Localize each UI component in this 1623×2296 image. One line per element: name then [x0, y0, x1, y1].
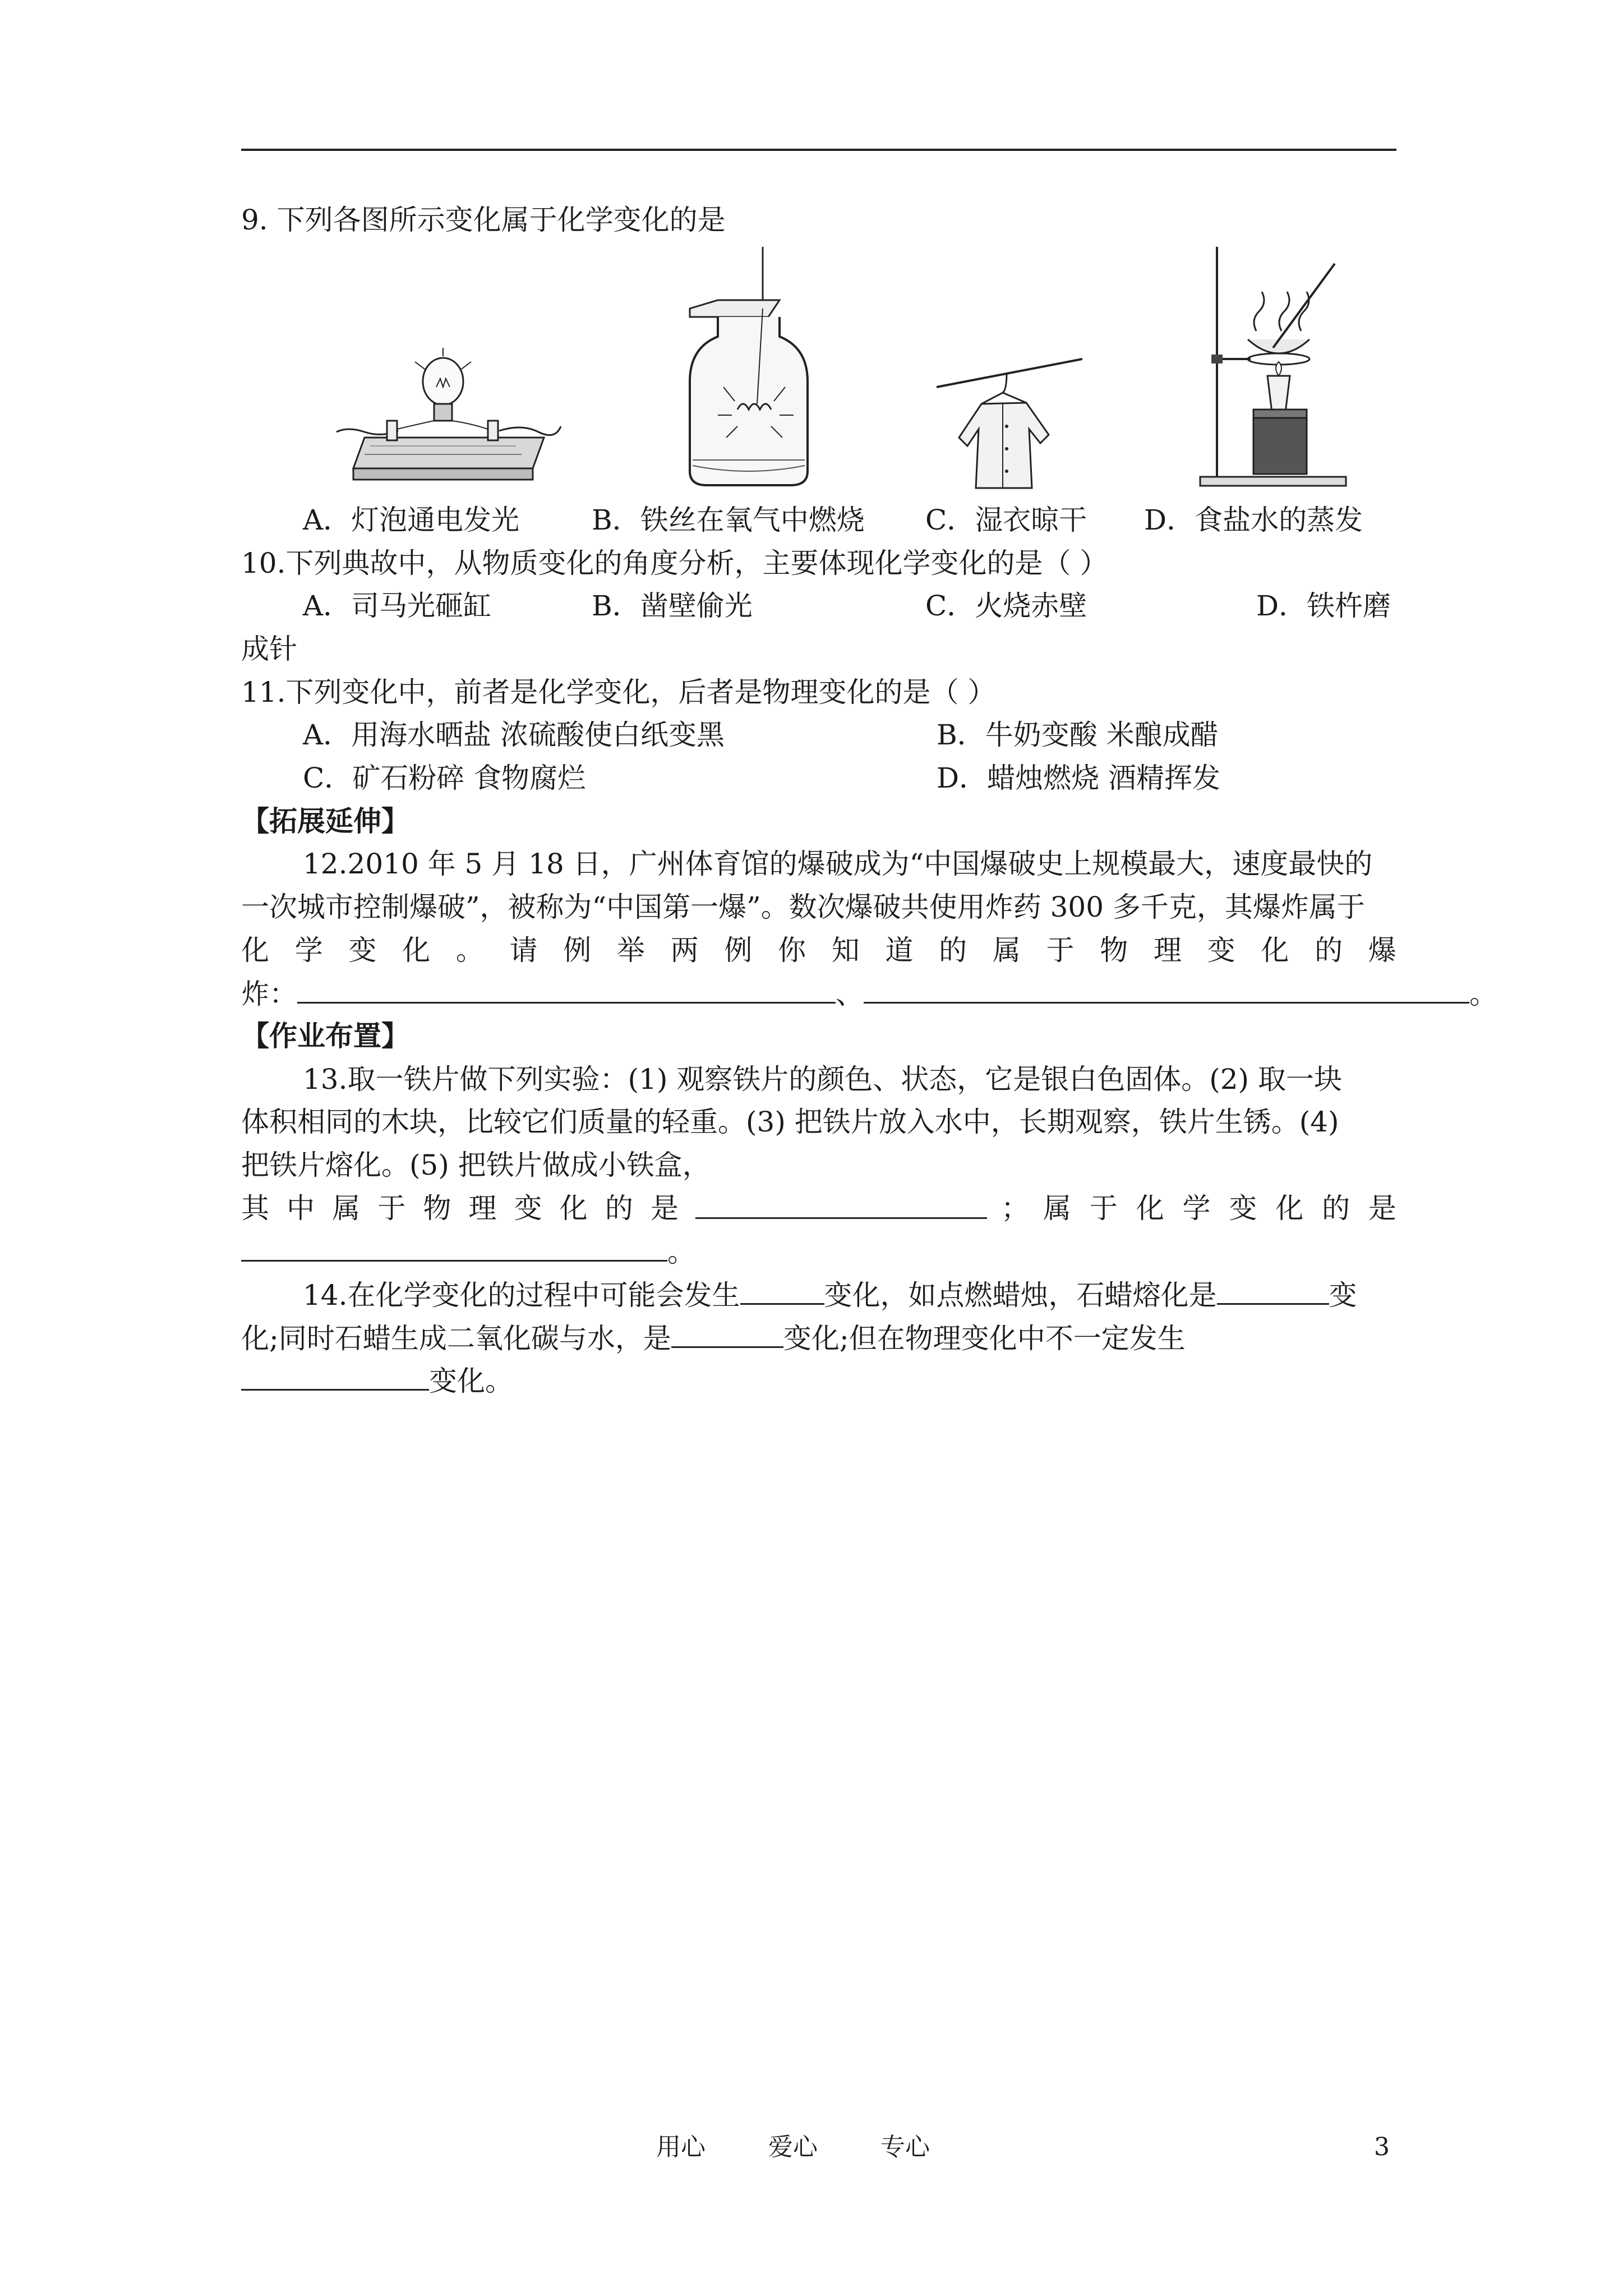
q10-option-b: B．凿壁偷光 — [592, 590, 753, 622]
q14-line-1-c: 变 — [1329, 1279, 1357, 1312]
q13-line-4-right-char: 属 — [1043, 1192, 1071, 1225]
page-number: 3 — [1374, 2133, 1390, 2161]
q13-line-4-left-char: 变 — [514, 1192, 542, 1225]
q12-line-3-char: 属 — [992, 934, 1021, 967]
q13-line-4-right-char: 是 — [1368, 1192, 1396, 1225]
q14-blank-4[interactable] — [241, 1362, 429, 1391]
q12-line-3-char: 理 — [1153, 934, 1182, 967]
q13-chemical-blank[interactable] — [241, 1233, 667, 1262]
q12-line-3-char: 爆 — [1368, 934, 1396, 967]
q12-line-3-char: 的 — [1315, 934, 1343, 967]
q14-line-1 — [303, 1276, 1357, 1313]
q9-option-d: D．食盐水的蒸发 — [1144, 504, 1363, 536]
salt-water-evaporation-figure — [1189, 247, 1357, 494]
q13-line-3: 把铁片熔化。(5) 把铁片做成小铁盒， — [241, 1149, 711, 1181]
q14-blank-2[interactable] — [1217, 1276, 1329, 1305]
q13-line-5 — [241, 1233, 695, 1270]
q12-line-3-char: 请 — [509, 934, 538, 967]
q14-line-2-b: 变化;但在物理变化中不一定发生 — [783, 1322, 1186, 1355]
q13-line-4-right-char: 化 — [1136, 1192, 1164, 1225]
q12-line-3-char: 举 — [616, 934, 645, 967]
q12-line-3-char: 变 — [348, 934, 377, 967]
footer-motto-1: 用心 — [656, 2133, 706, 2161]
q11-option-b: B．牛奶变酸 米酿成醋 — [937, 719, 1219, 751]
q10-option-a: A．司马光砸缸 — [303, 590, 492, 622]
q10-stem: 10.下列典故中，从物质变化的角度分析，主要体现化学变化的是（ ） — [241, 547, 1108, 579]
q14-blank-1[interactable] — [740, 1276, 824, 1305]
q12-line-3-char: 你 — [778, 934, 806, 967]
q14-line-3-b: 变化。 — [429, 1365, 513, 1397]
q13-line-4-right-char: 学 — [1182, 1192, 1211, 1225]
q14-line-2-a: 化;同时石蜡生成二氧化碳与水，是 — [241, 1322, 671, 1355]
q13-line-4-separator: ； — [1001, 1192, 1029, 1225]
q13-line-5-end: 。 — [667, 1236, 695, 1268]
q12-line-1: 12.2010 年 5 月 18 日，广州体育馆的爆破成为“中国爆破史上规模最大，速度最快的 — [303, 848, 1373, 880]
iron-wire-burning-figure — [684, 247, 813, 494]
q12-line-4-end: 。 — [1469, 978, 1497, 1010]
footer-motto-3: 专心 — [880, 2133, 930, 2161]
q14-blank-3[interactable] — [671, 1319, 783, 1348]
light-bulb-circuit-figure — [331, 348, 566, 488]
q13-line-4-left-char: 中 — [287, 1192, 315, 1225]
q14-line-1-b: 变化，如点燃蜡烛，石蜡熔化是 — [824, 1279, 1217, 1312]
q12-line-3-char: 例 — [563, 934, 592, 967]
q12-line-3-char: 道 — [885, 934, 914, 967]
q12-line-3-char: 变 — [1207, 934, 1235, 967]
q13-line-4-right-char: 于 — [1089, 1192, 1118, 1225]
q11-option-d: D．蜡烛燃烧 酒精挥发 — [937, 762, 1220, 794]
q12-line-3-char: 化 — [402, 934, 431, 967]
q10-option-d-continuation: 成针 — [241, 633, 297, 665]
q11-option-c: C．矿石粉碎 食物腐烂 — [303, 762, 586, 794]
q12-line-3-char: 于 — [1046, 934, 1075, 967]
q12-line-3 — [241, 932, 1396, 968]
q12-line-3-char: 学 — [294, 934, 323, 967]
q13-line-4-left — [241, 1190, 679, 1226]
q14-line-2 — [241, 1319, 1186, 1356]
q12-line-3-char: 知 — [831, 934, 860, 967]
q14-line-3 — [241, 1362, 513, 1399]
q13-physical-blank[interactable] — [695, 1190, 987, 1219]
wet-clothes-drying-figure — [937, 348, 1082, 494]
q12-answer-blank-2[interactable] — [864, 975, 1469, 1004]
q12-line-3-char: 化 — [1261, 934, 1289, 967]
q13-line-4-right — [1043, 1190, 1396, 1226]
q12-line-3-char: 。 — [455, 934, 484, 967]
q12-answer-blank-1[interactable] — [297, 975, 836, 1004]
q13-line-2: 体积相同的木块，比较它们质量的轻重。(3) 把铁片放入水中，长期观察，铁片生锈。(4) — [241, 1106, 1339, 1138]
q13-line-4-left-char: 属 — [332, 1192, 361, 1225]
footer-motto-2: 爱心 — [768, 2133, 818, 2161]
q13-line-4-left-char: 物 — [423, 1192, 451, 1225]
header-rule — [241, 149, 1396, 151]
q11-option-a: A．用海水晒盐 浓硫酸使白纸变黑 — [303, 719, 725, 751]
q10-option-d: D．铁杵磨 — [1256, 590, 1391, 622]
q9-option-c: C．湿衣晾干 — [925, 504, 1087, 536]
q12-line-3-char: 物 — [1100, 934, 1128, 967]
q11-stem: 11.下列变化中，前者是化学变化，后者是物理变化的是（ ） — [241, 676, 996, 708]
q9-option-a: A．灯泡通电发光 — [303, 504, 520, 536]
q12-line-4-start: 炸： — [241, 978, 297, 1010]
q13-line-4-left-char: 于 — [377, 1192, 406, 1225]
q13-line-4-left-char: 其 — [241, 1192, 269, 1225]
q9-option-b: B．铁丝在氧气中燃烧 — [592, 504, 865, 536]
q13-line-4-left-char: 的 — [605, 1192, 633, 1225]
q12-line-3-char: 两 — [670, 934, 699, 967]
section-extend-heading: 【拓展延伸】 — [241, 804, 409, 838]
q9-stem: 9. 下列各图所示变化属于化学变化的是 — [241, 204, 726, 236]
q13-line-1: 13.取一铁片做下列实验：(1) 观察铁片的颜色、状态，它是银白色固体。(2) 取一块 — [303, 1063, 1342, 1096]
q12-line-4 — [241, 975, 1497, 1012]
q12-line-3-char: 化 — [241, 934, 269, 967]
q12-line-2: 一次城市控制爆破”，被称为“中国第一爆”。数次爆破共使用炸药 300 多千克，其爆炸属于 — [241, 891, 1365, 923]
q13-line-4-right-char: 变 — [1229, 1192, 1257, 1225]
q13-line-4-left-char: 是 — [650, 1192, 679, 1225]
q13-line-4-left-char: 理 — [468, 1192, 497, 1225]
q14-line-1-a: 14.在化学变化的过程中可能会发生 — [303, 1279, 740, 1312]
section-homework-heading: 【作业布置】 — [241, 1019, 409, 1052]
q13-line-4-right-char: 的 — [1322, 1192, 1350, 1225]
q13-line-4-left-char: 化 — [559, 1192, 588, 1225]
q12-line-3-char: 的 — [939, 934, 967, 967]
q12-line-4-separator: 、 — [836, 978, 864, 1010]
q13-line-4-right-char: 化 — [1275, 1192, 1304, 1225]
q12-line-3-char: 例 — [724, 934, 753, 967]
q10-option-c: C．火烧赤壁 — [925, 590, 1087, 622]
